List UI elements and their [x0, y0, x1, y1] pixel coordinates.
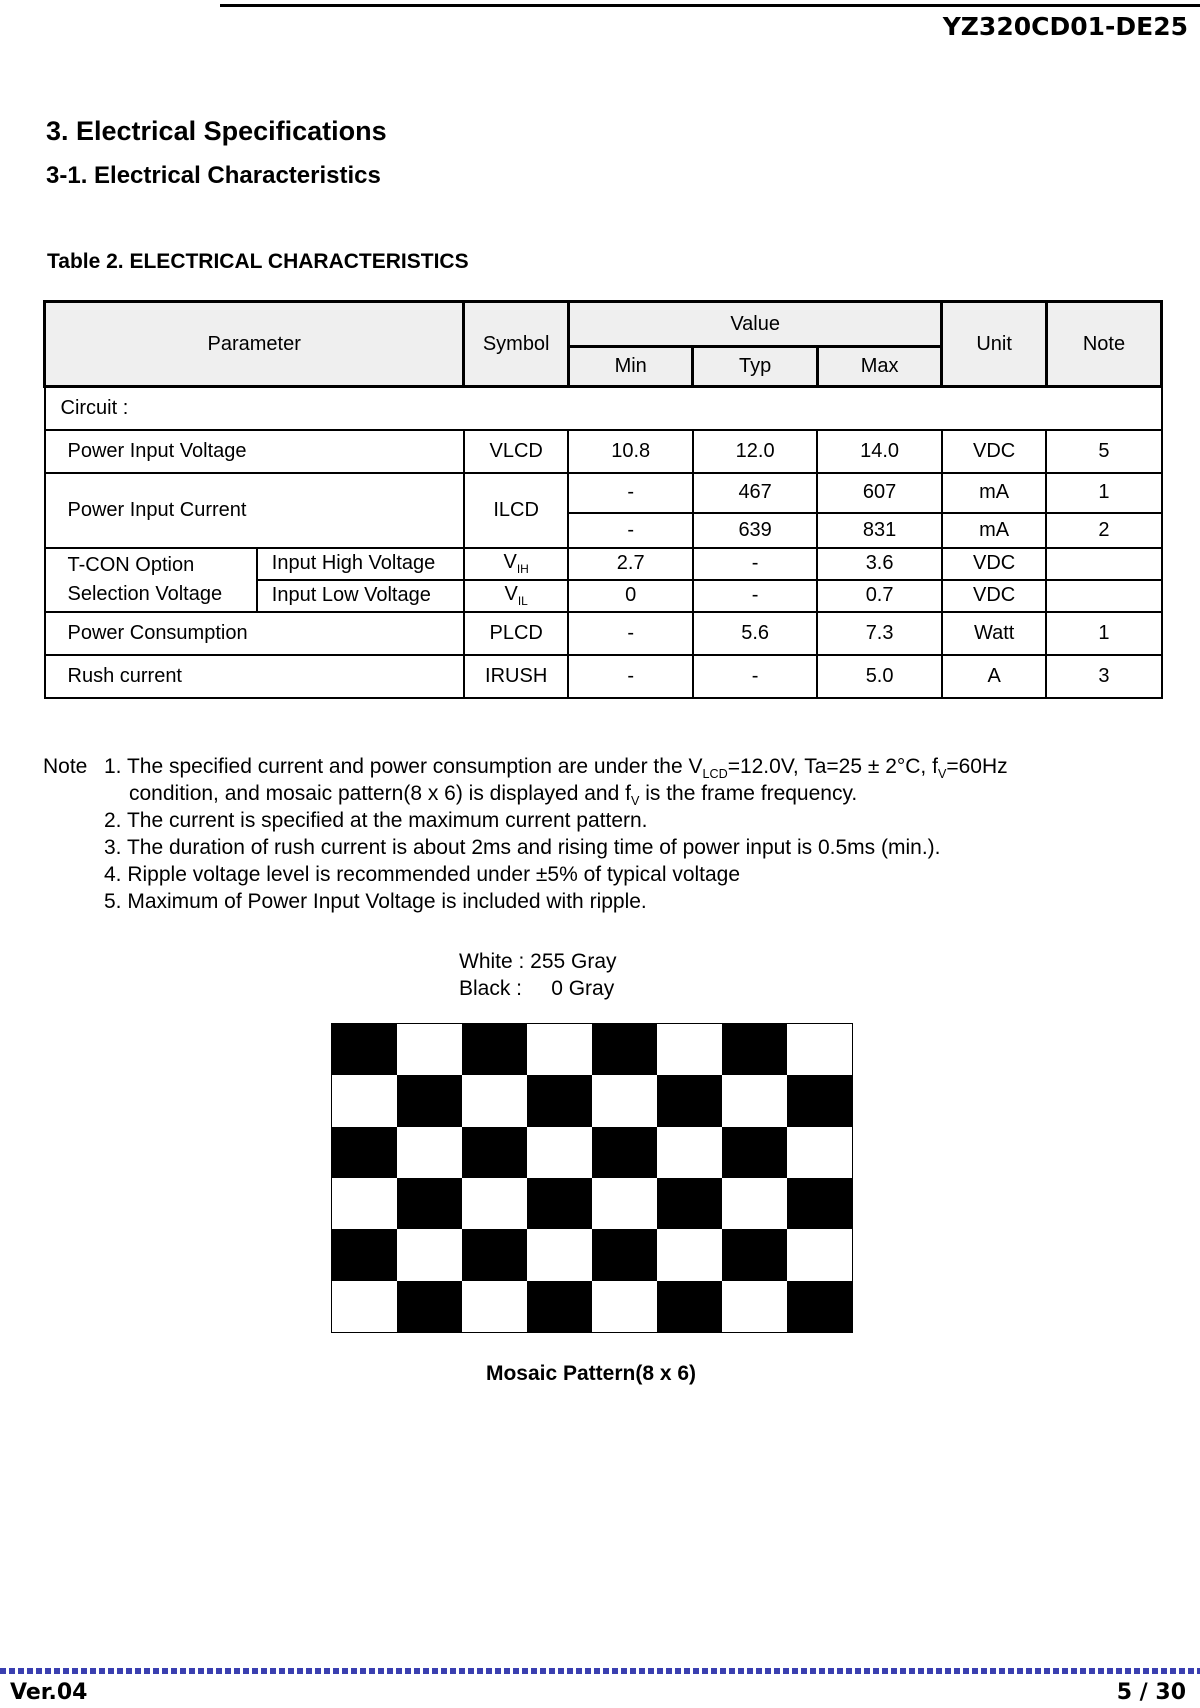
mosaic-cell-white — [332, 1281, 397, 1332]
min-cell: - — [568, 612, 692, 655]
min-cell: - — [568, 473, 692, 513]
symbol-cell: VLCD — [464, 430, 569, 473]
document-id: YZ320CD01-DE25 — [942, 12, 1188, 41]
note-cell — [1046, 580, 1161, 612]
section-title: 3. Electrical Specifications — [46, 116, 387, 146]
mosaic-pattern — [331, 1023, 853, 1333]
mosaic-cell-black — [332, 1229, 397, 1280]
mosaic-cell-white — [657, 1127, 722, 1178]
footer-rule — [0, 1668, 1200, 1674]
header-unit: Unit — [942, 302, 1047, 387]
note-cell: 5 — [1046, 430, 1161, 473]
table-row — [45, 548, 1162, 580]
mosaic-cell-white — [462, 1178, 527, 1229]
mosaic-cell-white — [527, 1024, 592, 1075]
symbol-main: V — [503, 551, 517, 573]
header-symbol: Symbol — [464, 302, 569, 387]
header-max: Max — [817, 347, 941, 387]
mosaic-cell-white — [462, 1281, 527, 1332]
note-1-sub: LCD — [702, 767, 728, 782]
table-row — [45, 430, 1162, 473]
mosaic-cell-white — [592, 1281, 657, 1332]
header-rule — [220, 4, 1200, 7]
min-cell: - — [568, 655, 692, 698]
unit-cell: Watt — [942, 612, 1047, 655]
note-1-sub: V — [630, 794, 640, 809]
mosaic-cell-black — [397, 1075, 462, 1126]
max-cell: 607 — [817, 473, 941, 513]
min-cell: 0 — [568, 580, 692, 612]
header-min: Min — [568, 347, 692, 387]
tcon-label-line1: T-CON Option — [67, 553, 195, 576]
note-text: 2. The current is specified at the maximum current pattern. — [104, 809, 648, 832]
mosaic-cell-black — [592, 1127, 657, 1178]
typ-cell: 12.0 — [693, 430, 817, 473]
typ-cell: 639 — [693, 513, 817, 548]
param-cell: Power Consumption — [45, 612, 464, 655]
mosaic-cell-black — [527, 1178, 592, 1229]
max-cell: 831 — [817, 513, 941, 548]
unit-cell: VDC — [942, 548, 1047, 580]
note-cell: 3 — [1046, 655, 1161, 698]
mosaic-cell-black — [592, 1229, 657, 1280]
note-1-part: is the frame frequency. — [639, 782, 858, 805]
unit-cell: VDC — [942, 430, 1047, 473]
symbol-cell — [464, 580, 569, 612]
mosaic-cell-white — [397, 1024, 462, 1075]
mosaic-cell-black — [462, 1127, 527, 1178]
typ-cell: - — [693, 655, 817, 698]
note-1-part: condition, and mosaic pattern(8 x 6) is displayed and f — [129, 782, 631, 805]
typ-cell: - — [693, 580, 817, 612]
mosaic-cell-white — [332, 1075, 397, 1126]
pattern-legend — [459, 948, 617, 1002]
mosaic-cell-black — [527, 1281, 592, 1332]
mosaic-cell-black — [657, 1075, 722, 1126]
mosaic-cell-black — [722, 1127, 787, 1178]
note-cell: 2 — [1046, 513, 1161, 548]
note-cell: 1 — [1046, 473, 1161, 513]
mosaic-cell-white — [787, 1229, 852, 1280]
table-header-row — [45, 302, 1162, 347]
max-cell: 0.7 — [817, 580, 941, 612]
table-caption: Table 2. ELECTRICAL CHARACTERISTICS — [47, 250, 469, 273]
unit-cell: mA — [942, 473, 1047, 513]
max-cell: 14.0 — [817, 430, 941, 473]
max-cell: 5.0 — [817, 655, 941, 698]
mosaic-cell-black — [722, 1024, 787, 1075]
max-cell: 3.6 — [817, 548, 941, 580]
note-1-part: =12.0V, Ta=25 ± 2°C, f — [727, 755, 938, 778]
mosaic-cell-white — [722, 1075, 787, 1126]
mosaic-cell-white — [722, 1281, 787, 1332]
mosaic-cell-black — [462, 1024, 527, 1075]
mosaic-cell-white — [397, 1127, 462, 1178]
symbol-sub: IL — [517, 594, 528, 608]
mosaic-cell-black — [332, 1024, 397, 1075]
mosaic-cell-black — [592, 1024, 657, 1075]
param-cell: Input Low Voltage — [257, 580, 464, 612]
black-legend: Black : 0 Gray — [459, 977, 615, 1000]
mosaic-cell-white — [462, 1075, 527, 1126]
mosaic-cell-black — [332, 1127, 397, 1178]
max-cell: 7.3 — [817, 612, 941, 655]
param-cell: Rush current — [45, 655, 464, 698]
mosaic-cell-black — [397, 1281, 462, 1332]
white-legend: White : 255 Gray — [459, 950, 617, 973]
mosaic-cell-white — [397, 1229, 462, 1280]
note-text: 4. Ripple voltage level is recommended under ±5% of typical voltage — [104, 863, 741, 886]
note-text: 3. The duration of rush current is about 2ms and rising time of power input is 0.5ms (min.). — [104, 836, 941, 859]
table-row — [45, 655, 1162, 698]
symbol-cell: ILCD — [464, 473, 569, 548]
electrical-characteristics-table — [43, 300, 1163, 699]
param-cell: Power Input Current — [45, 473, 464, 548]
mosaic-cell-white — [787, 1127, 852, 1178]
header-parameter: Parameter — [45, 302, 464, 387]
typ-cell: 467 — [693, 473, 817, 513]
symbol-cell — [464, 548, 569, 580]
mosaic-cell-white — [332, 1178, 397, 1229]
unit-cell: A — [942, 655, 1047, 698]
note-cell — [1046, 548, 1161, 580]
symbol-cell: IRUSH — [464, 655, 569, 698]
note-1-part: =60Hz — [946, 755, 1008, 778]
table-row — [45, 473, 1162, 513]
symbol-main: V — [504, 583, 518, 605]
param-cell: Input High Voltage — [257, 548, 464, 580]
mosaic-cell-black — [657, 1178, 722, 1229]
mosaic-caption: Mosaic Pattern(8 x 6) — [485, 1362, 697, 1385]
typ-cell: 5.6 — [693, 612, 817, 655]
mosaic-cell-black — [722, 1229, 787, 1280]
mosaic-cell-white — [527, 1229, 592, 1280]
notes-label: Note — [43, 755, 88, 778]
mosaic-cell-black — [787, 1075, 852, 1126]
note-1-part: 1. The specified current and power consumption are under the V — [104, 755, 703, 778]
circuit-label: Circuit : — [45, 387, 1162, 430]
mosaic-cell-black — [787, 1281, 852, 1332]
min-cell: 2.7 — [568, 548, 692, 580]
symbol-sub: IH — [516, 562, 529, 576]
header-note: Note — [1046, 302, 1161, 387]
symbol-cell: PLCD — [464, 612, 569, 655]
mosaic-cell-white — [657, 1229, 722, 1280]
param-cell: Power Input Voltage — [45, 430, 464, 473]
table-row — [45, 612, 1162, 655]
mosaic-cell-white — [527, 1127, 592, 1178]
mosaic-cell-white — [592, 1178, 657, 1229]
note-1-sub: V — [937, 767, 947, 782]
version-label: Ver.04 — [10, 1680, 88, 1705]
page-number: 5 / 30 — [1116, 1680, 1186, 1705]
note-text: 5. Maximum of Power Input Voltage is included with ripple. — [104, 890, 647, 913]
note-cell: 1 — [1046, 612, 1161, 655]
tcon-param-cell — [45, 548, 257, 612]
unit-cell: mA — [942, 513, 1047, 548]
min-cell: 10.8 — [568, 430, 692, 473]
mosaic-cell-white — [657, 1024, 722, 1075]
section-subtitle: 3-1. Electrical Characteristics — [46, 162, 381, 189]
mosaic-cell-black — [657, 1281, 722, 1332]
mosaic-cell-white — [787, 1024, 852, 1075]
table-row — [45, 387, 1162, 430]
mosaic-cell-black — [527, 1075, 592, 1126]
mosaic-cell-white — [722, 1178, 787, 1229]
typ-cell: - — [693, 548, 817, 580]
tcon-label-line2: Selection Voltage — [67, 582, 223, 605]
mosaic-cell-white — [592, 1075, 657, 1126]
header-value: Value — [568, 302, 941, 347]
mosaic-cell-black — [462, 1229, 527, 1280]
unit-cell: VDC — [942, 580, 1047, 612]
min-cell: - — [568, 513, 692, 548]
mosaic-cell-black — [787, 1178, 852, 1229]
header-typ: Typ — [693, 347, 817, 387]
mosaic-cell-black — [397, 1178, 462, 1229]
